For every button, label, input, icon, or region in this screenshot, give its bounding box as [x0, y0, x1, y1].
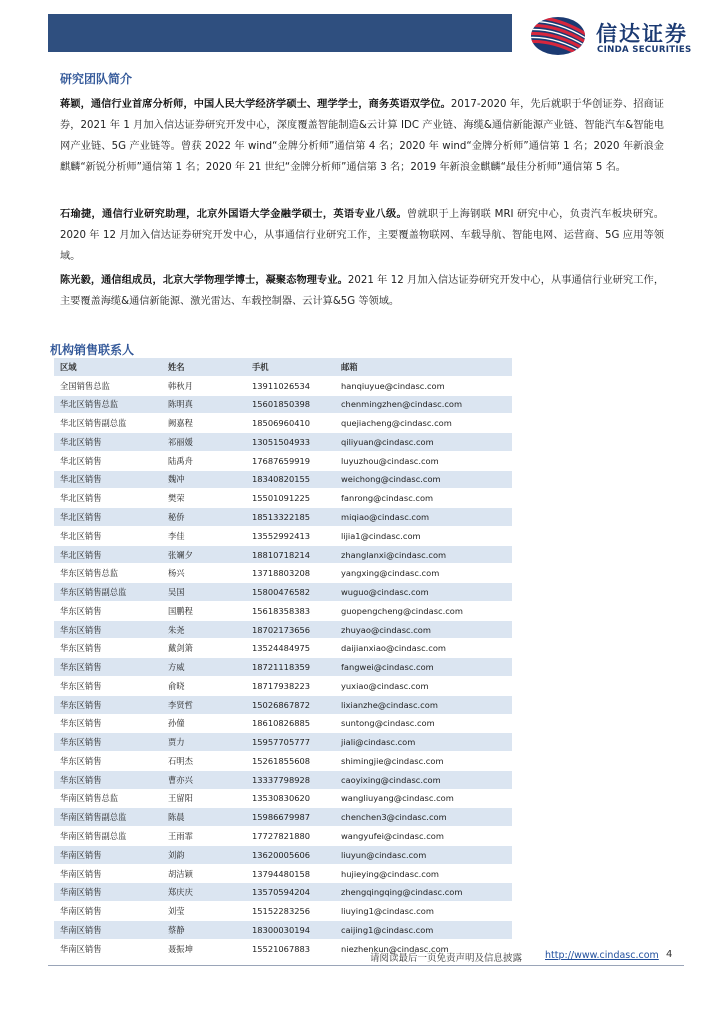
cell-email: daijianxiao@cindasc.com	[335, 639, 512, 658]
table-row	[54, 658, 512, 677]
cell-phone: 13911026534	[246, 376, 335, 395]
cell-region: 华北区销售	[54, 433, 162, 452]
cell-name: 方威	[162, 658, 246, 677]
cell-phone: 18721118359	[246, 658, 335, 677]
header-phone: 手机	[246, 358, 335, 376]
contacts-section-title: 机构销售联系人	[50, 343, 135, 357]
cell-email: jiali@cindasc.com	[335, 733, 512, 752]
cell-region: 华南区销售副总监	[54, 808, 162, 827]
table-row	[54, 526, 512, 545]
cell-name: 王留阳	[162, 789, 246, 808]
cell-name: 祁丽媛	[162, 433, 246, 452]
cell-phone: 15986679987	[246, 808, 335, 827]
cell-region: 华东区销售	[54, 714, 162, 733]
cell-region: 华东区销售	[54, 695, 162, 714]
cell-email: weichong@cindasc.com	[335, 470, 512, 489]
cell-phone: 18513322185	[246, 508, 335, 527]
cell-region: 华北区销售	[54, 545, 162, 564]
cell-email: suntong@cindasc.com	[335, 714, 512, 733]
cell-phone: 15800476582	[246, 583, 335, 602]
table-row	[54, 601, 512, 620]
cell-region: 华北区销售	[54, 451, 162, 470]
logo-globe-icon	[526, 12, 592, 58]
team-section-title: 研究团队简介	[60, 72, 133, 86]
cell-region: 华东区销售总监	[54, 564, 162, 583]
cell-email: chenchen3@cindasc.com	[335, 808, 512, 827]
cell-email: wuguo@cindasc.com	[335, 583, 512, 602]
cell-phone: 18506960410	[246, 414, 335, 433]
member-2-text: 曾就职于上海钢联 MRI 研究中心，负责汽车板块研究。2020 年 12 月加入信达证券研究开发中心，从事通信行业研究工作，主要覆盖物联网、车载导航、智能电网、运营商、5G 应用等领域。	[60, 209, 664, 262]
table-row	[54, 827, 512, 846]
cell-email: wangliuyang@cindasc.com	[335, 789, 512, 808]
cell-phone: 13530830620	[246, 789, 335, 808]
cell-name: 陈晨	[162, 808, 246, 827]
member-bio-1	[60, 94, 664, 178]
contacts-table-body	[54, 376, 512, 958]
contacts-table	[54, 358, 512, 959]
cell-region: 华东区销售	[54, 639, 162, 658]
cell-phone: 13524484975	[246, 639, 335, 658]
cell-name: 石明杰	[162, 752, 246, 771]
cell-name: 朱尧	[162, 620, 246, 639]
cell-name: 李佳	[162, 526, 246, 545]
cell-phone: 17727821880	[246, 827, 335, 846]
cell-region: 华南区销售副总监	[54, 827, 162, 846]
cell-name: 蔡静	[162, 920, 246, 939]
table-row	[54, 714, 512, 733]
cell-email: zhuyao@cindasc.com	[335, 620, 512, 639]
member-2-highlight: 石瑜捷，通信行业研究助理，北京外国语大学金融学硕士，英语专业八级。	[60, 209, 407, 220]
cell-name: 张斓夕	[162, 545, 246, 564]
cell-email: chenmingzhen@cindasc.com	[335, 395, 512, 414]
cell-email: caijing1@cindasc.com	[335, 920, 512, 939]
member-1-highlight: 蒋颖，通信行业首席分析师，中国人民大学经济学硕士、理学学士，商务英语双学位。	[60, 99, 451, 110]
table-row	[54, 451, 512, 470]
footer-disclaimer: 请阅读最后一页免责声明及信息披露	[370, 953, 523, 964]
cell-name: 吴国	[162, 583, 246, 602]
cell-email: guopengcheng@cindasc.com	[335, 601, 512, 620]
cell-name: 王雨霏	[162, 827, 246, 846]
cell-region: 华北区销售	[54, 508, 162, 527]
cell-name: 陆禹舟	[162, 451, 246, 470]
cell-phone: 15521067883	[246, 939, 335, 958]
footer-divider	[48, 965, 684, 966]
table-row	[54, 508, 512, 527]
cell-phone: 18300030194	[246, 920, 335, 939]
cell-phone: 13620005606	[246, 845, 335, 864]
cell-phone: 13570594204	[246, 883, 335, 902]
cell-phone: 13794480158	[246, 864, 335, 883]
cell-phone: 13552992413	[246, 526, 335, 545]
header-region: 区域	[54, 358, 162, 376]
cell-region: 华东区销售	[54, 733, 162, 752]
cell-phone: 18717938223	[246, 677, 335, 696]
table-row	[54, 695, 512, 714]
cell-phone: 18810718214	[246, 545, 335, 564]
table-row	[54, 845, 512, 864]
cell-email: zhengqingqing@cindasc.com	[335, 883, 512, 902]
table-row	[54, 376, 512, 395]
table-row	[54, 414, 512, 433]
cell-phone: 18702173656	[246, 620, 335, 639]
cell-email: wangyufei@cindasc.com	[335, 827, 512, 846]
cell-name: 俞晓	[162, 677, 246, 696]
table-row	[54, 770, 512, 789]
cell-region: 华东区销售	[54, 620, 162, 639]
table-row	[54, 639, 512, 658]
cell-region: 华东区销售	[54, 658, 162, 677]
cell-email: fangwei@cindasc.com	[335, 658, 512, 677]
cell-region: 华东区销售	[54, 677, 162, 696]
cell-phone: 15261855608	[246, 752, 335, 771]
table-row	[54, 902, 512, 921]
table-row	[54, 677, 512, 696]
cell-name: 樊荣	[162, 489, 246, 508]
cell-region: 全国销售总监	[54, 376, 162, 395]
cell-email: caoyixing@cindasc.com	[335, 770, 512, 789]
cell-email: lixianzhe@cindasc.com	[335, 695, 512, 714]
table-row	[54, 864, 512, 883]
table-header-row	[54, 358, 512, 376]
cell-email: fanrong@cindasc.com	[335, 489, 512, 508]
cell-email: yangxing@cindasc.com	[335, 564, 512, 583]
cell-name: 秘侨	[162, 508, 246, 527]
cell-phone: 18610826885	[246, 714, 335, 733]
cell-name: 李贤哲	[162, 695, 246, 714]
table-row	[54, 564, 512, 583]
cell-region: 华北区销售	[54, 470, 162, 489]
cell-region: 华南区销售	[54, 939, 162, 958]
cell-name: 阙嘉程	[162, 414, 246, 433]
cell-email: liuying1@cindasc.com	[335, 902, 512, 921]
cell-email: zhanglanxi@cindasc.com	[335, 545, 512, 564]
member-3-highlight: 陈光毅，通信组成员，北京大学物理学博士，凝聚态物理专业。	[60, 275, 348, 286]
cell-email: qiliyuan@cindasc.com	[335, 433, 512, 452]
cell-region: 华南区销售	[54, 845, 162, 864]
cell-phone: 15501091225	[246, 489, 335, 508]
footer-website-link[interactable]: http://www.cindasc.com	[545, 950, 659, 961]
cell-region: 华北区销售副总监	[54, 414, 162, 433]
logo	[526, 12, 716, 58]
cell-region: 华南区销售	[54, 902, 162, 921]
page-number: 4	[666, 949, 673, 960]
cell-region: 华东区销售副总监	[54, 583, 162, 602]
cell-email: hanqiuyue@cindasc.com	[335, 376, 512, 395]
member-3-text: 2021 年 12 月加入信达证券研究开发中心，从事通信行业研究工作，主要覆盖海缆&通信新能源、激光雷达、车载控制器、云计算&5G 等领域。	[60, 275, 665, 307]
cell-name: 聂振坤	[162, 939, 246, 958]
cell-phone: 15957705777	[246, 733, 335, 752]
cell-name: 杨兴	[162, 564, 246, 583]
cell-email: yuxiao@cindasc.com	[335, 677, 512, 696]
cell-name: 胡洁颖	[162, 864, 246, 883]
table-row	[54, 489, 512, 508]
cell-name: 刘韵	[162, 845, 246, 864]
member-bio-2	[60, 204, 664, 267]
cell-email: luyuzhou@cindasc.com	[335, 451, 512, 470]
cell-name: 魏冲	[162, 470, 246, 489]
header-bar	[48, 14, 512, 52]
cell-phone: 15618358383	[246, 601, 335, 620]
cell-name: 刘莹	[162, 902, 246, 921]
table-row	[54, 433, 512, 452]
cell-phone: 13051504933	[246, 433, 335, 452]
table-row	[54, 395, 512, 414]
cell-region: 华东区销售	[54, 770, 162, 789]
logo-text-cn: 信达证券	[596, 22, 688, 46]
table-row	[54, 545, 512, 564]
table-row	[54, 789, 512, 808]
cell-phone: 15026867872	[246, 695, 335, 714]
cell-name: 孙僮	[162, 714, 246, 733]
cell-region: 华南区销售	[54, 883, 162, 902]
table-row	[54, 920, 512, 939]
cell-region: 华东区销售	[54, 752, 162, 771]
cell-email: shimingjie@cindasc.com	[335, 752, 512, 771]
cell-email: hujieying@cindasc.com	[335, 864, 512, 883]
member-bio-3	[60, 270, 664, 312]
cell-name: 贾力	[162, 733, 246, 752]
cell-phone: 15601850398	[246, 395, 335, 414]
cell-phone: 13718803208	[246, 564, 335, 583]
cell-region: 华东区销售	[54, 601, 162, 620]
table-row	[54, 883, 512, 902]
cell-name: 陈明真	[162, 395, 246, 414]
cell-name: 国鹏程	[162, 601, 246, 620]
cell-email: quejiacheng@cindasc.com	[335, 414, 512, 433]
cell-phone: 17687659919	[246, 451, 335, 470]
table-row	[54, 470, 512, 489]
table-row	[54, 583, 512, 602]
cell-region: 华南区销售	[54, 864, 162, 883]
table-row	[54, 733, 512, 752]
cell-phone: 13337798928	[246, 770, 335, 789]
cell-email: niezhenkun@cindasc.com	[335, 939, 512, 958]
table-row	[54, 808, 512, 827]
cell-name: 曹亦兴	[162, 770, 246, 789]
header-name: 姓名	[162, 358, 246, 376]
cell-phone: 15152283256	[246, 902, 335, 921]
cell-region: 华南区销售总监	[54, 789, 162, 808]
cell-region: 华北区销售总监	[54, 395, 162, 414]
cell-phone: 18340820155	[246, 470, 335, 489]
table-row	[54, 620, 512, 639]
logo-text-en: CINDA SECURITIES	[597, 45, 692, 55]
cell-region: 华北区销售	[54, 489, 162, 508]
member-1-text: 2017-2020 年，先后就职于华创证券、招商证券，2021 年 1 月加入信达证券研究开发中心，深度覆盖智能制造&云计算 IDC 产业链、海缆&通信新能源产业链、智能汽车&智能电网产业链、5G 产业链等。曾获 2022 年 wind“金牌分析师”通信第 4 名；2020 年 wind“金牌分析师”通信第 1 名；2020 年新浪金麒麟“新锐分析师”通信第 1 名；2020 年 21 世纪“金牌分析师”通信第 3 名；2019 年新浪金麒麟“最佳分析师”通信第 5 名。	[60, 99, 664, 173]
table-row	[54, 752, 512, 771]
cell-email: miqiao@cindasc.com	[335, 508, 512, 527]
cell-email: lijia1@cindasc.com	[335, 526, 512, 545]
cell-email: liuyun@cindasc.com	[335, 845, 512, 864]
cell-name: 郑庆庆	[162, 883, 246, 902]
cell-name: 韩秋月	[162, 376, 246, 395]
header-email: 邮箱	[335, 358, 512, 376]
cell-region: 华北区销售	[54, 526, 162, 545]
cell-region: 华南区销售	[54, 920, 162, 939]
cell-name: 戴剑箫	[162, 639, 246, 658]
